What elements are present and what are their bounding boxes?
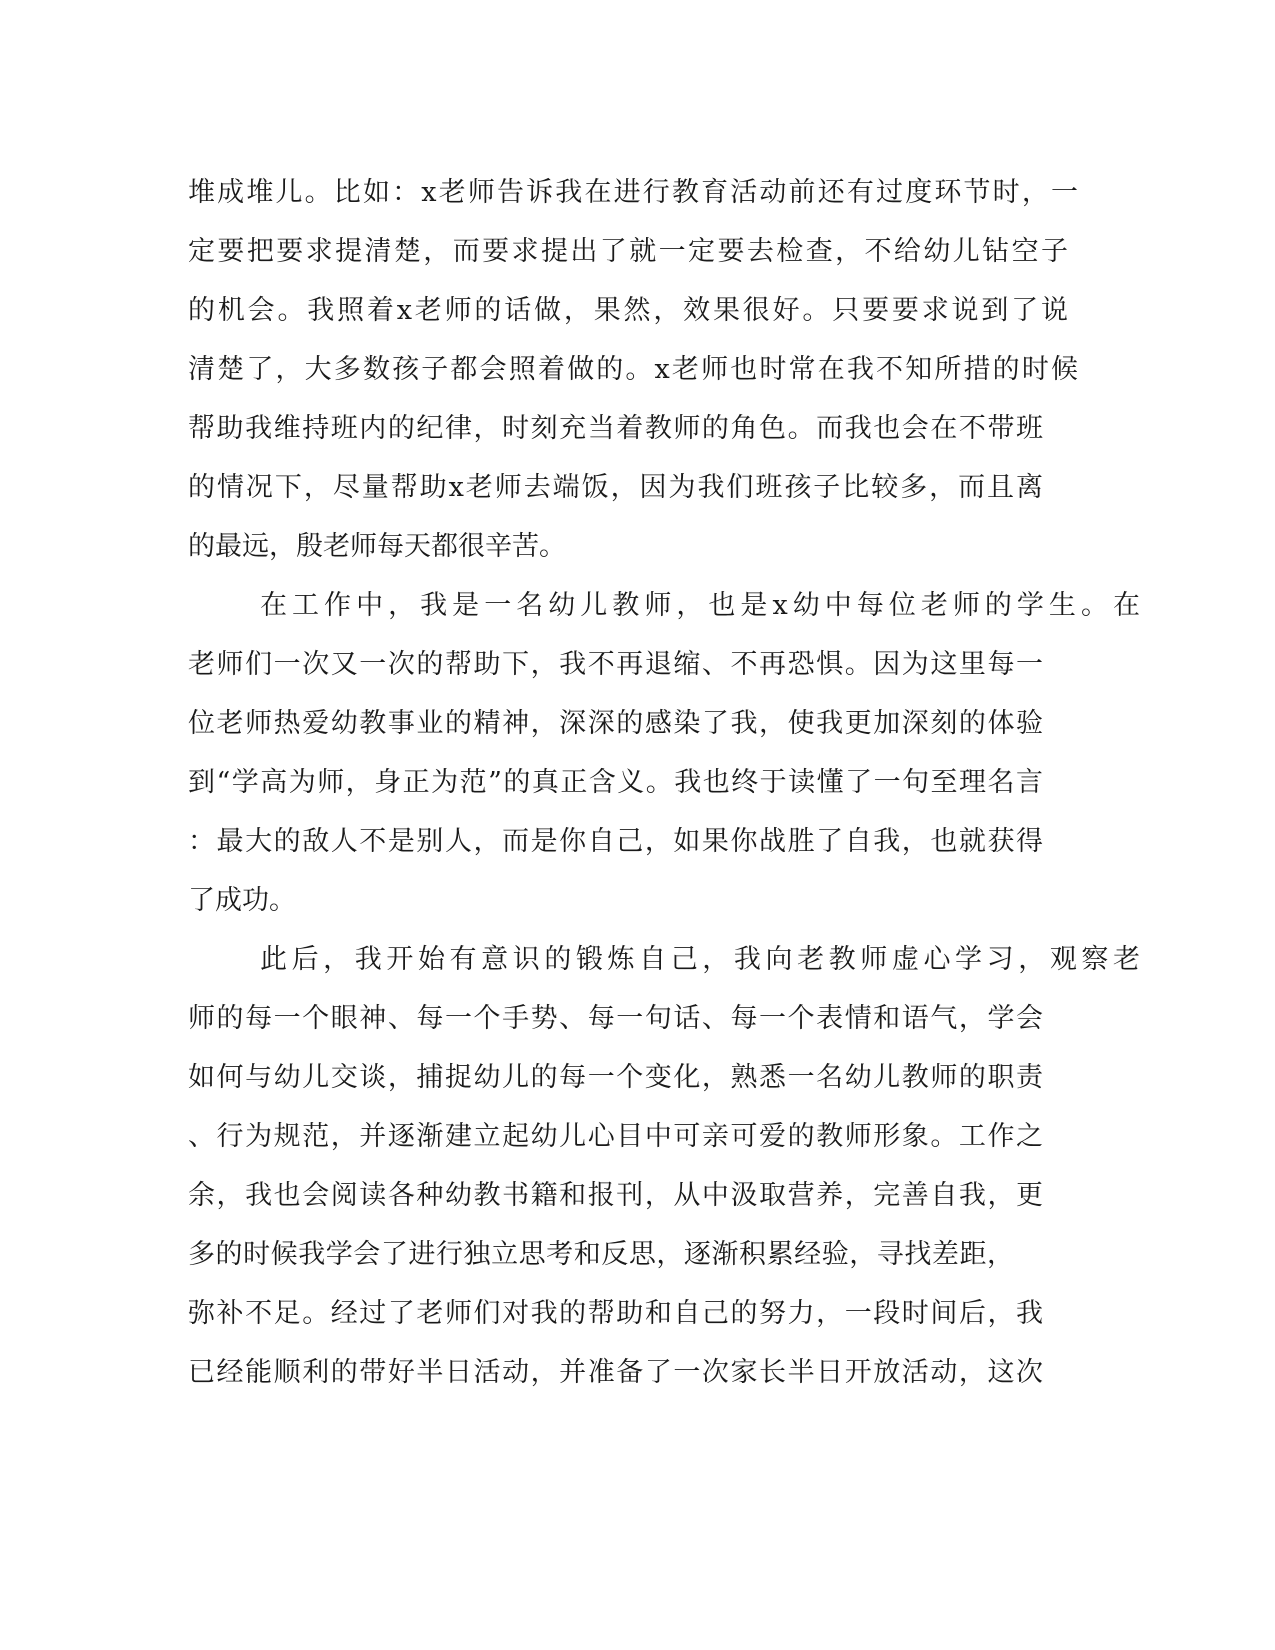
text-line: ：最大的敌人不是别人，而是你自己，如果你战胜了自我，也就获得 xyxy=(188,826,1043,857)
text-line: 的最远，殷老师每天都很辛苦。 xyxy=(188,531,566,562)
text-line: 、行为规范，并逐渐建立起幼儿心目中可亲可爱的教师形象。工作之 xyxy=(188,1121,1043,1152)
text-line: 多的时候我学会了进行独立思考和反思，逐渐积累经验，寻找差距， xyxy=(188,1239,1014,1270)
text-line: 堆成堆儿。比如：x老师告诉我在进行教育活动前还有过度环节时，一 xyxy=(188,177,1078,208)
text-line: 弥补不足。经过了老师们对我的帮助和自己的努力，一段时间后，我 xyxy=(188,1298,1043,1329)
text-line: 的情况下，尽量帮助x老师去端饭，因为我们班孩子比较多，而且离 xyxy=(188,472,1043,503)
text-line: 师的每一个眼神、每一个手势、每一句话、每一个表情和语气，学会 xyxy=(188,1003,1043,1034)
text-line: 了成功。 xyxy=(188,885,296,916)
text-line: 如何与幼儿交谈，捕捉幼儿的每一个变化，熟悉一名幼儿教师的职责 xyxy=(188,1062,1043,1093)
paragraph-1 xyxy=(188,163,1078,576)
paragraph-2 xyxy=(188,576,1140,930)
paragraph-3 xyxy=(188,930,1140,1402)
text-line: 在工作中，我是一名幼儿教师，也是x幼中每位老师的学生。在 xyxy=(260,590,1140,621)
document-body xyxy=(188,163,1140,1402)
text-line: 位老师热爱幼教事业的精神，深深的感染了我，使我更加深刻的体验 xyxy=(188,708,1043,739)
text-line: 到“学高为师，身正为范”的真正含义。我也终于读懂了一句至理名言 xyxy=(188,767,1043,798)
text-line: 清楚了，大多数孩子都会照着做的。x老师也时常在我不知所措的时候 xyxy=(188,354,1078,385)
text-line: 老师们一次又一次的帮助下，我不再退缩、不再恐惧。因为这里每一 xyxy=(188,649,1043,680)
text-line: 此后，我开始有意识的锻炼自己，我向老教师虚心学习，观察老 xyxy=(260,944,1140,975)
text-line: 余，我也会阅读各种幼教书籍和报刊，从中汲取营养，完善自我，更 xyxy=(188,1180,1043,1211)
text-line: 帮助我维持班内的纪律，时刻充当着教师的角色。而我也会在不带班 xyxy=(188,413,1043,444)
text-line: 已经能顺利的带好半日活动，并准备了一次家长半日开放活动，这次 xyxy=(188,1357,1043,1388)
text-line: 定要把要求提清楚，而要求提出了就一定要去检查，不给幼儿钻空子 xyxy=(188,236,1068,267)
text-line: 的机会。我照着x老师的话做，果然，效果很好。只要要求说到了说 xyxy=(188,295,1068,326)
